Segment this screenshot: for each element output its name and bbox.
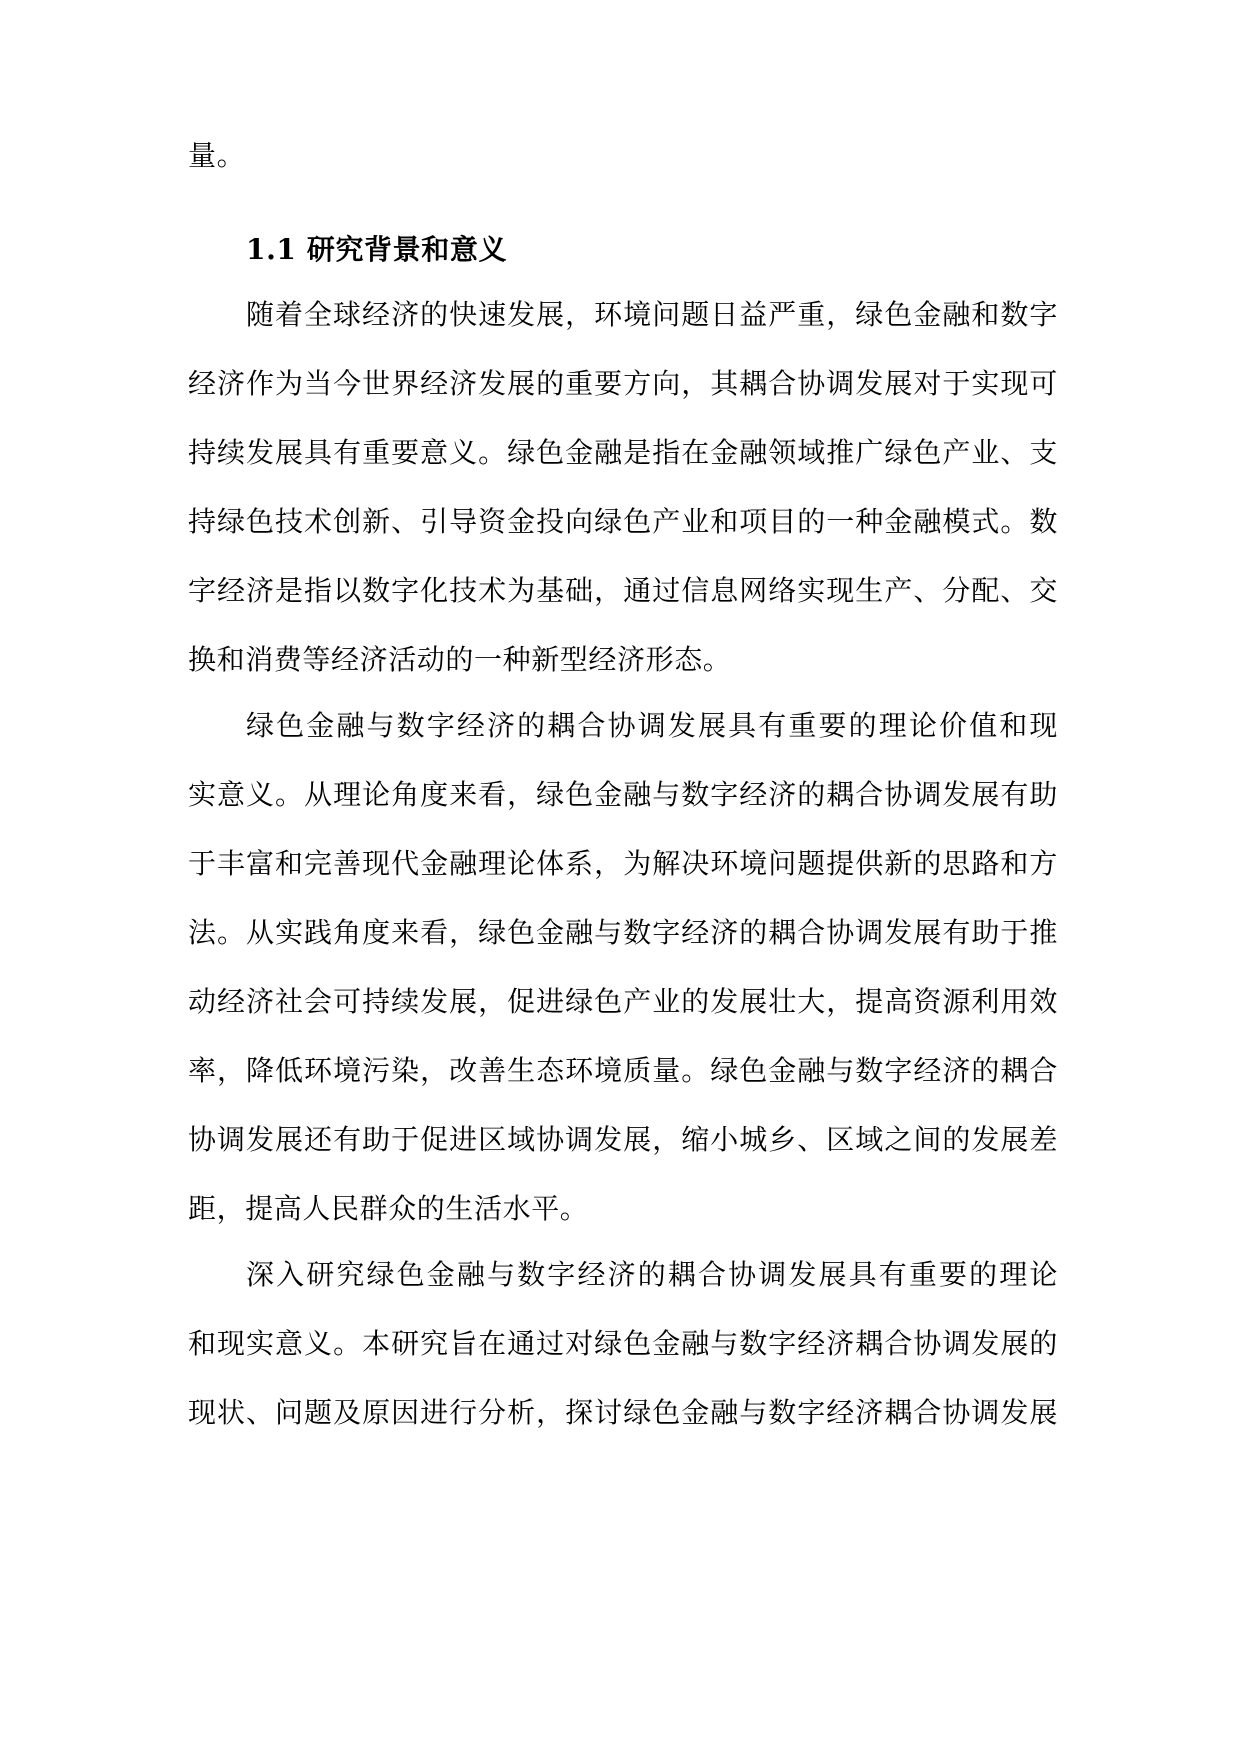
paragraph-line: 深入研究绿色金融与数字经济的耦合协调发展具有重要的理论: [246, 1258, 1058, 1291]
paragraph-line: 持续发展具有重要意义。绿色金融是指在金融领域推广绿色产业、支: [188, 436, 1058, 469]
paragraph-line: 实意义。从理论角度来看，绿色金融与数字经济的耦合协调发展有助: [188, 778, 1058, 811]
paragraph-line: 经济作为当今世界经济发展的重要方向，其耦合协调发展对于实现可: [188, 367, 1058, 400]
paragraph-line: 法。从实践角度来看，绿色金融与数字经济的耦合协调发展有助于推: [188, 916, 1058, 949]
carryover-text: 量。: [188, 139, 246, 172]
paragraph-line: 率，降低环境污染，改善生态环境质量。绿色金融与数字经济的耦合: [188, 1054, 1058, 1087]
paragraph-line: 字经济是指以数字化技术为基础，通过信息网络实现生产、分配、交: [188, 574, 1058, 607]
paragraph-line: 距，提高人民群众的生活水平。: [188, 1192, 589, 1225]
paragraph-line: 换和消费等经济活动的一种新型经济形态。: [188, 643, 732, 676]
paragraph-line: 于丰富和完善现代金融理论体系，为解决环境问题提供新的思路和方: [188, 847, 1058, 880]
paragraph-line: 和现实意义。本研究旨在通过对绿色金融与数字经济耦合协调发展的: [188, 1327, 1058, 1360]
section-heading: 1.1 研究背景和意义: [246, 233, 508, 266]
paragraph-line: 绿色金融与数字经济的耦合协调发展具有重要的理论价值和现: [246, 709, 1058, 742]
paragraph-line: 随着全球经济的快速发展，环境问题日益严重，绿色金融和数字: [246, 298, 1058, 331]
paragraph-line: 现状、问题及原因进行分析，探讨绿色金融与数字经济耦合协调发展: [188, 1396, 1058, 1429]
paragraph-line: 协调发展还有助于促进区域协调发展，缩小城乡、区域之间的发展差: [188, 1123, 1058, 1156]
paragraph-line: 动经济社会可持续发展，促进绿色产业的发展壮大，提高资源利用效: [188, 985, 1058, 1018]
paragraph-line: 持绿色技术创新、引导资金投向绿色产业和项目的一种金融模式。数: [188, 505, 1058, 538]
